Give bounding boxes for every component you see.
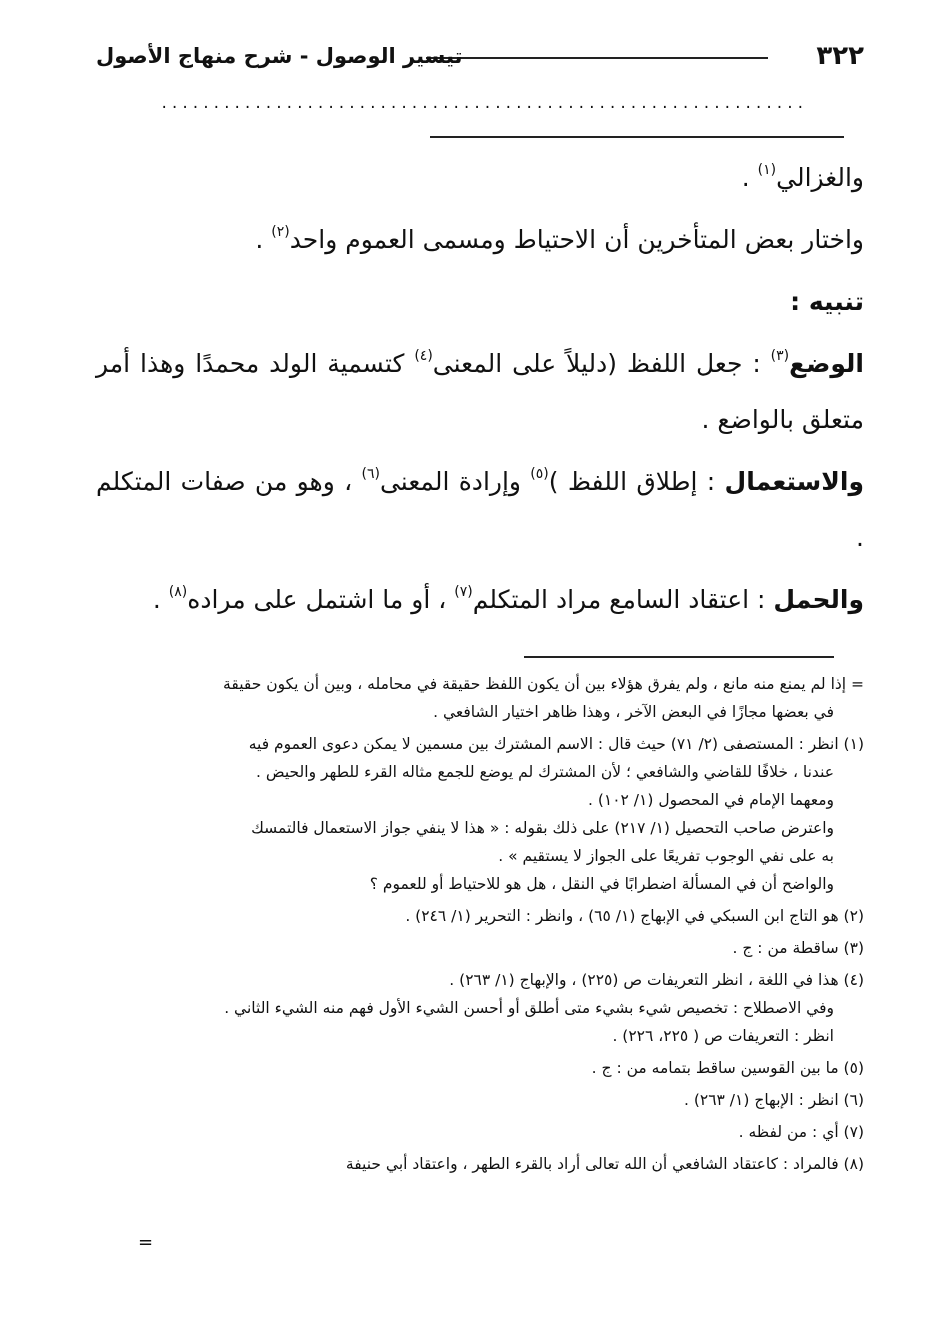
heading-tanbih: تنبيه : — [790, 287, 864, 316]
footnote-ref-2[interactable]: (٢) — [271, 224, 290, 240]
footnote-2: (٢) هو التاج ابن السبكي في الإبهاج (١/ ٦٥) ، وانظر : التحرير (١/ ٢٤٦) . — [405, 907, 864, 925]
footnote-ref-5[interactable]: (٥) — [530, 466, 549, 482]
footnote-4-line: انظر : التعريفات ص ( ٢٢٥، ٢٢٦) . — [612, 1027, 834, 1045]
continuation-mark: = — [138, 1232, 154, 1253]
footnote-ref-4[interactable]: (٤) — [414, 348, 433, 364]
footnote-1-line: والواضح أن في المسألة اضطرابًا في النقل ، هل هو للاحتياط أو للعموم ؟ — [369, 875, 834, 893]
running-title: تيسير الوصول - شرح منهاج الأصول — [96, 44, 463, 68]
footnote-continuation: في بعضها مجازًا في البعض الآخر ، وهذا ظاهر اختيار الشافعي . — [433, 703, 834, 721]
dotted-separator: .............................................................. — [160, 96, 807, 112]
paragraph-istimal: والاستعمال : إطلاق اللفظ )$^{(٥)}$ وإرادة المعنى$^{(٦)}$ ، وهو من صفات المتكلم . — [96, 466, 864, 552]
main-text — [96, 150, 864, 634]
footnote-ref-3[interactable]: (٣) — [770, 348, 790, 364]
footnote-7: (٧) أي : من لفظه . — [738, 1123, 864, 1141]
footnote-4-line: وفي الاصطلاح : تخصيص شيء بشيء متى أطلق أو أحسن الشيء الأول فهم منه الشيء الثاني . — [224, 999, 834, 1017]
paragraph-wad: الوضع$^{(٣)}$ : جعل اللفظ (دليلاً على المعنى$^{(٤)}$ كتسمية الولد محمدًا وهذا أمر متعلق بالواضع . — [96, 348, 864, 434]
footnote-ref-1[interactable]: (١) — [757, 162, 777, 178]
footnote-continuation: = إذا لم يمنع منه مانع ، ولم يفرق هؤلاء بين أن يكون اللفظ حقيقة في محامله ، وبين أن يكون حقيقة — [223, 675, 864, 693]
footnote-ref-6[interactable]: (٦) — [361, 466, 380, 482]
footnote-6: (٦) انظر : الإبهاج (١/ ٢٦٣) . — [683, 1091, 864, 1109]
term-haml: والحمل — [773, 585, 864, 614]
footnote-3: (٣) ساقطة من : ج . — [732, 939, 864, 957]
term-istimal: والاستعمال — [724, 467, 864, 496]
footnote-8: (٨) فالمراد : كاعتقاد الشافعي أن الله تعالى أراد بالقرء الطهر ، واعتقاد أبي حنيفة — [345, 1155, 864, 1173]
footnote-1: (١) انظر : المستصفى (٢/ ٧١) حيث قال : الاسم المشترك بين مسمين لا يمكن دعوى العموم فيه — [248, 735, 864, 753]
footnote-1-line: به على نفي الوجوب تفريعًا على الجواز لا يستقيم » . — [498, 847, 834, 865]
footnotes — [96, 670, 864, 1178]
footnote-ref-7[interactable]: (٧) — [454, 584, 473, 600]
footnote-separator — [524, 656, 834, 658]
footnote-4: (٤) هذا في اللغة ، انظر التعريفات ص (٢٢٥) ، والإبهاج (١/ ٢٦٣) . — [449, 971, 864, 989]
footnote-1-line: ومعهما الإمام في المحصول (١/ ١٠٢) . — [587, 791, 834, 809]
paragraph-ikhtiyar: واختار بعض المتأخرين أن الاحتياط ومسمى العموم واحد$^{(٢)}$ . — [255, 224, 864, 254]
header-rule — [426, 57, 768, 59]
top-rule — [430, 136, 844, 138]
page-number: ٣٢٢ — [816, 41, 864, 71]
footnote-ref-8[interactable]: (٨) — [168, 584, 188, 600]
paragraph-ghazali: والغزالي$^{(١)}$ . — [741, 162, 864, 192]
footnote-5: (٥) ما بين القوسين ساقط بتمامه من : ج . — [591, 1059, 864, 1077]
term-wad: الوضع — [789, 349, 864, 378]
paragraph-haml: والحمل : اعتقاد السامع مراد المتكلم$^{(٧)}$ ، أو ما اشتمل على مراده$^{(٨)}$ . — [152, 584, 864, 614]
footnote-1-line: واعترض صاحب التحصيل (١/ ٢١٧) على ذلك بقوله : « هذا لا ينفي جواز الاستعمال فالتمسك — [251, 819, 834, 837]
footnote-1-line: عندنا ، خلافًا للقاضي والشافعي ؛ لأن المشترك لم يوضع للجمع مثاله القرء للطهر والحيض . — [256, 763, 834, 781]
page-header — [96, 36, 864, 76]
